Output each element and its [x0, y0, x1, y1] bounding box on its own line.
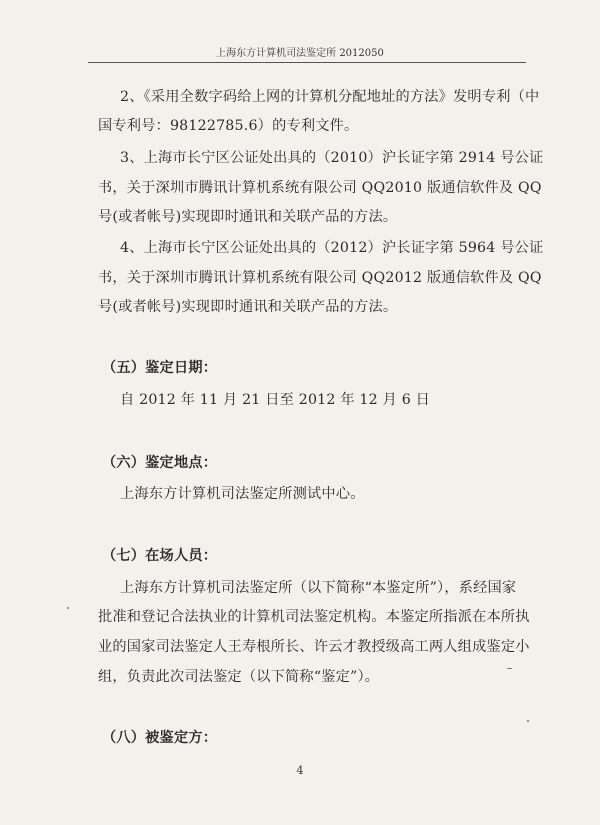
section-6-text: 上海东方计算机司法鉴定所测试中心。: [120, 486, 365, 502]
section-7-heading: （七）在场人员：: [102, 548, 218, 564]
item-4-line-3: 号(或者帐号)实现即时通讯和关联产品的方法。: [98, 299, 398, 315]
page-header: 上海东方计算机司法鉴定所 2012050: [216, 48, 384, 59]
scan-speck: [527, 720, 529, 722]
section-5-text: 自 2012 年 11 月 21 日至 2012 年 12 月 6 日: [120, 392, 431, 408]
scan-speck: [67, 607, 69, 609]
scan-speck: [507, 668, 512, 669]
item-2-line-1: 2、《采用全数字码给上网的计算机分配地址的方法》发明专利（中: [120, 89, 540, 105]
item-3-line-3: 号(或者帐号)实现即时通讯和关联产品的方法。: [98, 209, 398, 225]
section-7-line-4: 组，负责此次司法鉴定（以下简称“鉴定”）。: [98, 669, 380, 685]
section-7-line-1: 上海东方计算机司法鉴定所（以下简称“本鉴定所”），系经国家: [120, 580, 517, 596]
item-3-line-1: 3、上海市长宁区公证处出具的（2010）沪长证字第 2914 号公证: [120, 150, 544, 166]
section-5-heading: （五）鉴定日期：: [102, 360, 218, 376]
section-7-line-3: 业的国家司法鉴定人王寿根所长、许云才教授级高工两人组成鉴定小: [98, 639, 530, 655]
item-4-line-2: 书，关于深圳市腾讯计算机系统有限公司 QQ2012 版通信软件及 QQ: [98, 270, 542, 286]
section-8-heading: （八）被鉴定方：: [102, 730, 218, 746]
item-4-line-1: 4、上海市长宁区公证处出具的（2012）沪长证字第 5964 号公证: [120, 240, 544, 256]
item-3-line-2: 书，关于深圳市腾讯计算机系统有限公司 QQ2010 版通信软件及 QQ: [98, 180, 542, 196]
page-number: 4: [296, 764, 304, 777]
section-6-heading: （六）鉴定地点：: [102, 455, 218, 471]
header-divider: [88, 62, 526, 63]
item-2-line-2: 国专利号：98122785.6）的专利文件。: [98, 118, 359, 134]
section-7-line-2: 批准和登记合法执业的计算机司法鉴定机构。本鉴定所指派在本所执: [98, 609, 530, 625]
